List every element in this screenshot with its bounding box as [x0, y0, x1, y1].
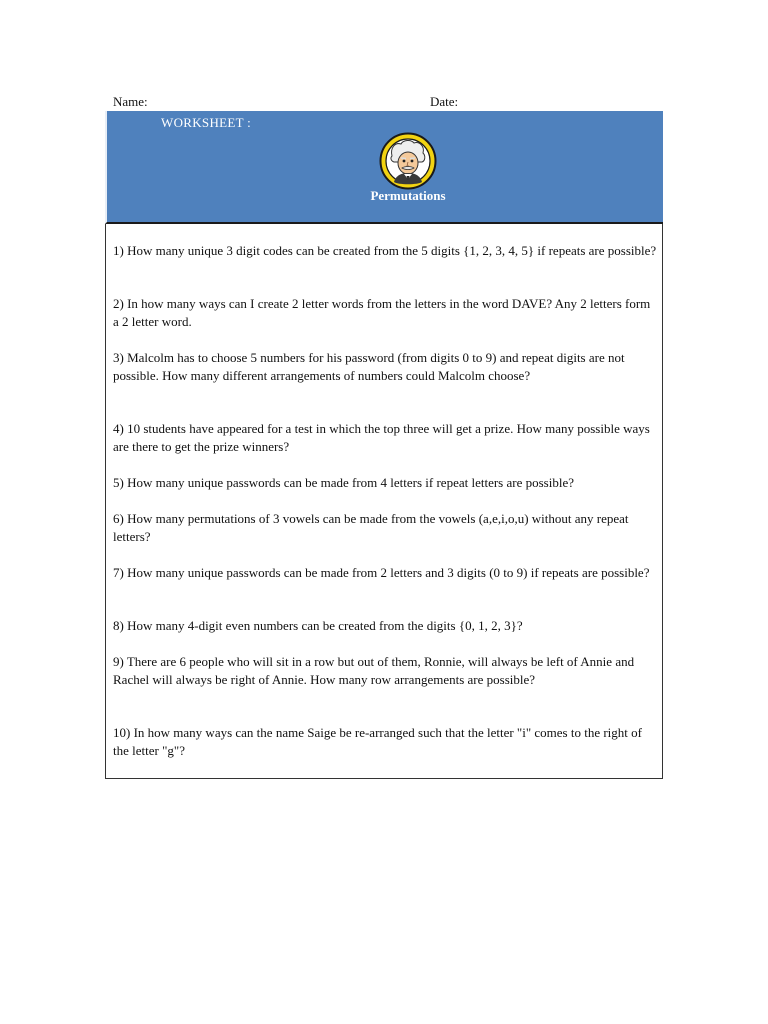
question-2: 2) In how many ways can I create 2 letter words from the letters in the word DAVE? Any 2 letters form a 2 letter word. — [113, 296, 651, 329]
question-1: 1) How many unique 3 digit codes can be created from the 5 digits {1, 2, 3, 4, 5} if repeats are possible? — [113, 243, 657, 258]
einstein-cartoon-icon — [379, 132, 437, 190]
question-3: 3) Malcolm has to choose 5 numbers for his password (from digits 0 to 9) and repeat digits are not possible. How many different arrangements of numbers could Malcolm choose? — [113, 350, 625, 383]
question-9: 9) There are 6 people who will sit in a row but out of them, Ronnie, will always be left of Annie and Rachel will always be right of Annie. How many row arrangements are possible? — [113, 654, 635, 687]
question-4: 4) 10 students have appeared for a test in which the top three will get a prize. How many possible ways are there to get the prize winners? — [113, 421, 650, 454]
worksheet-heading: WORKSHEET : — [161, 115, 252, 130]
question-5: 5) How many unique passwords can be made from 4 letters if repeat letters are possible? — [113, 475, 574, 490]
date-label: Date: — [430, 94, 459, 109]
question-10: 10) In how many ways can the name Saige be re-arranged such that the letter "i" comes to the right of the letter "g"? — [113, 725, 642, 758]
name-label: Name: — [113, 94, 148, 109]
question-6: 6) How many permutations of 3 vowels can be made from the vowels (a,e,i,o,u) without any repeat letters? — [113, 511, 629, 544]
worksheet-banner — [105, 111, 663, 224]
questions-panel — [105, 224, 663, 779]
worksheet-subtitle: Permutations — [370, 188, 446, 203]
question-7: 7) How many unique passwords can be made from 2 letters and 3 digits (0 to 9) if repeats are possible? — [113, 565, 650, 580]
question-8: 8) How many 4-digit even numbers can be created from the digits {0, 1, 2, 3}? — [113, 618, 523, 633]
